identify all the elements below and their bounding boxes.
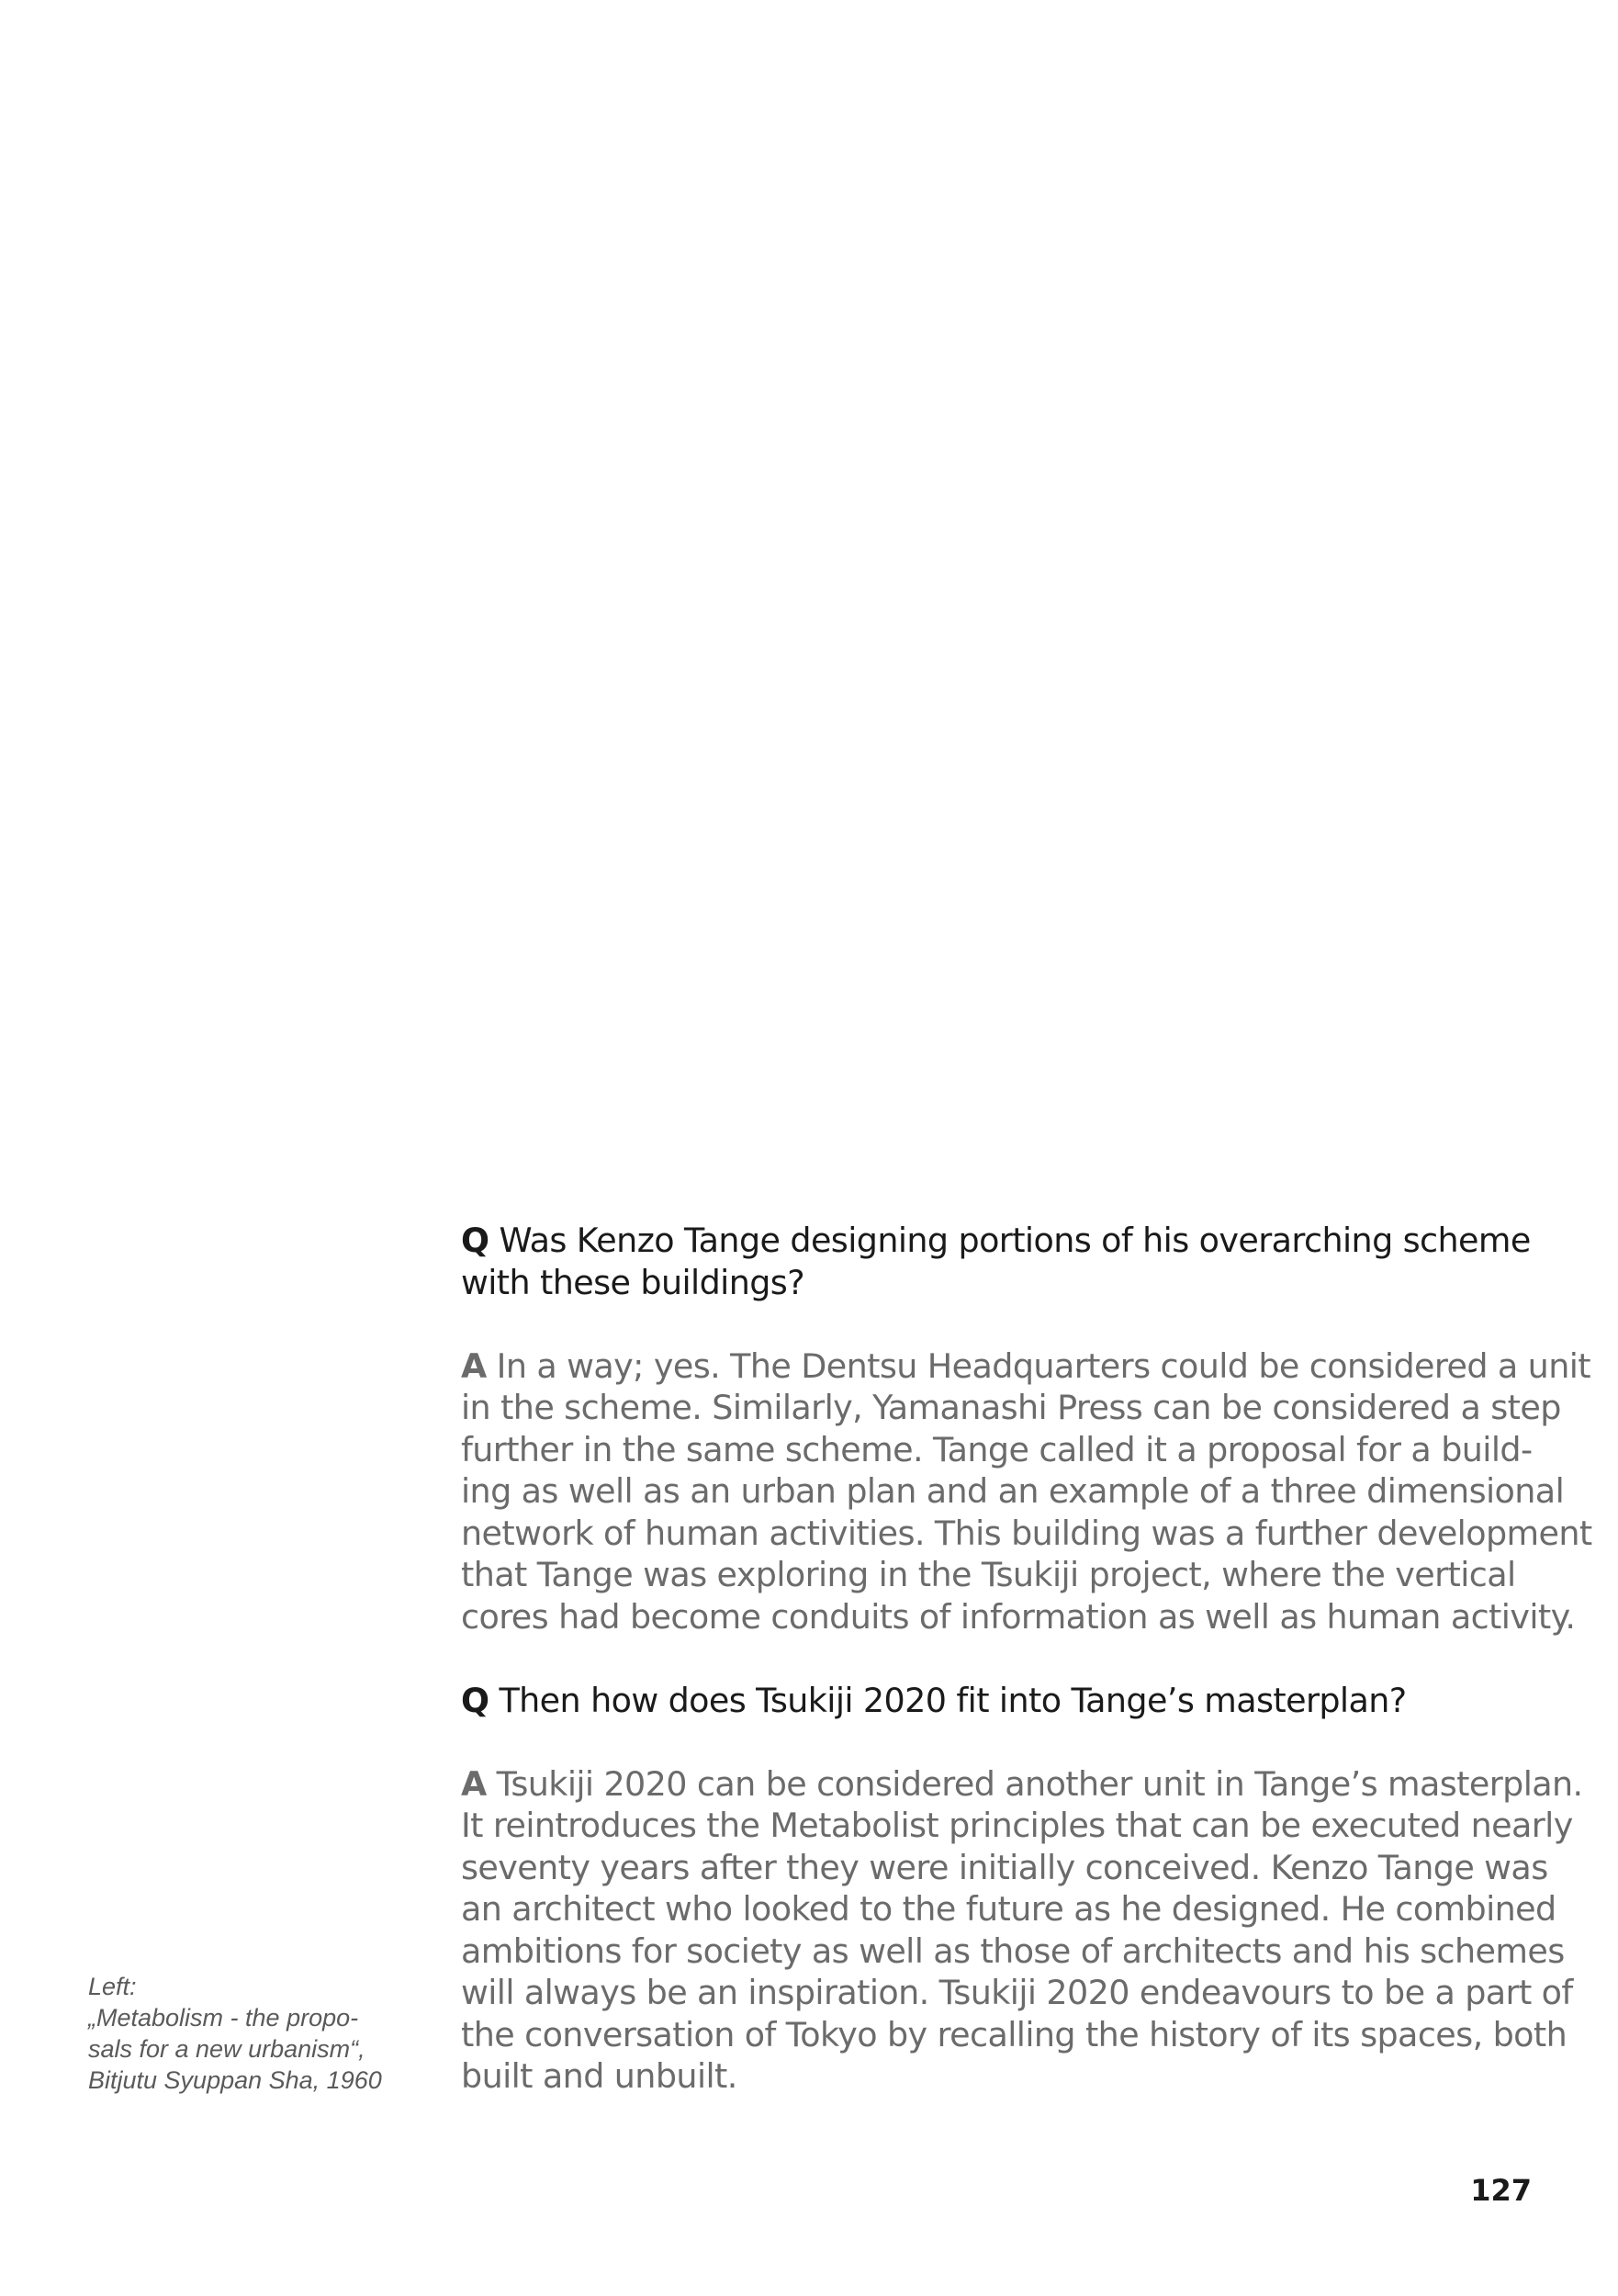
answer-line: cores had become conduits of information as well as human activity. — [461, 1596, 1576, 1637]
answer-line: in the scheme. Similarly, Yamanashi Press can be considered a step — [461, 1388, 1561, 1427]
question-1 — [461, 1220, 1545, 1303]
answer-line: network of human activities. This building was a further development — [461, 1513, 1592, 1553]
answer-line: further in the same scheme. Tange called it a proposal for a build- — [461, 1429, 1533, 1469]
answer-line: built and unbuilt. — [461, 2056, 737, 2096]
caption-line: „Metabolism - the propo- — [88, 2004, 359, 2032]
answer-line: the conversation of Tokyo by recalling the history of its spaces, both — [461, 2014, 1567, 2054]
answer-line: ing as well as an urban plan and an example of a three dimensional — [461, 1471, 1565, 1511]
answer-line: seventy years after they were initially conceived. Kenzo Tange was — [461, 1847, 1548, 1887]
question-text: Then how does Tsukiji 2020 fit into Tange’s masterplan? — [499, 1680, 1407, 1720]
answer-1 — [461, 1345, 1592, 1638]
answer-text: In a way; yes. The Dentsu Headquarters could be considered a unit — [496, 1345, 1590, 1386]
answer-line — [461, 1345, 1590, 1388]
question-2 — [461, 1680, 1545, 1722]
answer-text: Tsukiji 2020 can be considered another unit in Tange’s masterplan. — [496, 1763, 1583, 1804]
answer-marker: A — [461, 1763, 487, 1804]
question-text: Was Kenzo Tange designing portions of his overarching scheme — [499, 1221, 1531, 1260]
figure-caption — [88, 1971, 437, 2096]
answer-line: ambitions for society as well as those of architects and his schemes — [461, 1930, 1565, 1971]
question-line — [461, 1680, 1545, 1722]
answer-line: It reintroduces the Metabolist principles that can be executed nearly — [461, 1806, 1573, 1845]
answer-line: an architect who looked to the future as he designed. He combined — [461, 1889, 1556, 1929]
answer-line — [461, 1763, 1583, 1806]
caption-line: Left: — [88, 1973, 137, 2000]
answer-line: will always be an inspiration. Tsukiji 2020 endeavours to be a part of — [461, 1973, 1573, 2012]
question-marker: Q — [461, 1680, 489, 1720]
interview-text — [461, 1220, 1592, 2098]
answer-marker: A — [461, 1345, 487, 1386]
caption-line: Bitjutu Syuppan Sha, 1960 — [88, 2066, 382, 2094]
caption-line: sals for a new urbanism“, — [88, 2035, 365, 2063]
answer-line: that Tange was exploring in the Tsukiji project, where the vertical — [461, 1555, 1516, 1594]
question-marker: Q — [461, 1221, 489, 1260]
question-line: with these buildings? — [461, 1262, 805, 1302]
page-number: 127 — [1470, 2173, 1532, 2208]
answer-2 — [461, 1763, 1583, 2098]
question-line — [461, 1220, 1545, 1262]
